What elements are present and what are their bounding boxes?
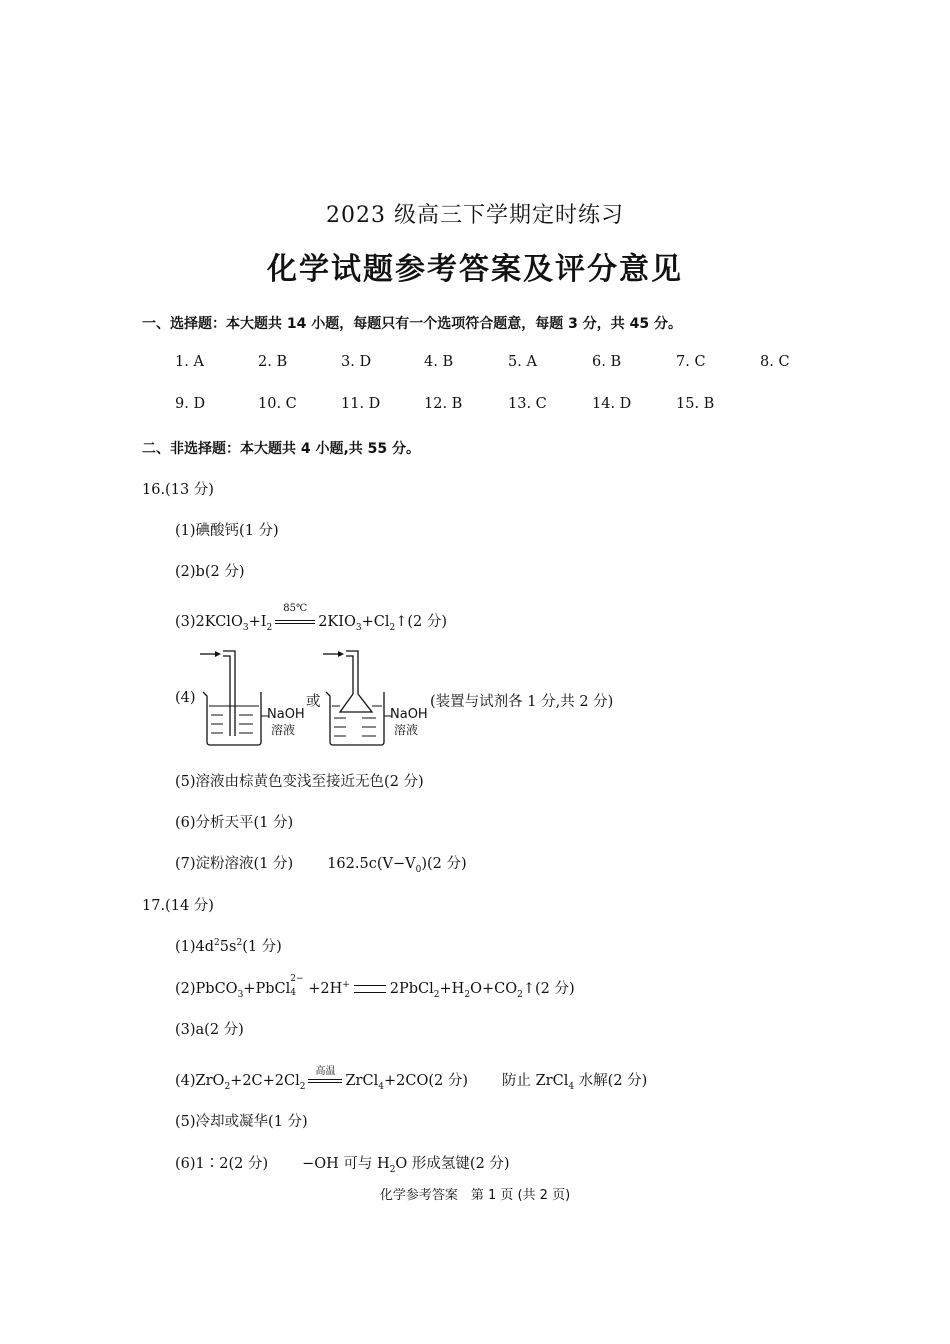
- reagent-label: 溶液: [271, 723, 296, 737]
- q16-answer-7: (7)淀粉溶液(1 分) $162.5c(V-V_0)(2$ 分): [175, 856, 467, 875]
- q16-answer-4-label: (4): [175, 690, 196, 706]
- exam-subtitle: 2023 级高三下学期定时练习: [326, 203, 624, 228]
- mc-answer: 2. B: [258, 354, 288, 370]
- mc-answer: 7. C: [676, 354, 706, 370]
- mc-answer: 11. D: [341, 396, 381, 412]
- q16-answer-2: (2)b(2 分): [175, 564, 245, 580]
- q16-answer-4-note: (装置与试剂各 1 分,共 2 分): [430, 694, 614, 710]
- mc-answer: 13. C: [508, 396, 547, 412]
- mc-answer: 5. A: [508, 354, 537, 370]
- q16-answer-4-or: 或: [306, 694, 321, 710]
- q16-answer-1: (1)碘酸钙(1 分): [175, 523, 279, 539]
- q17-answer-4: $(4)ZrO_2+2C+2Cl_2$ 高温 ZrCl$_4$+2CO(2 分) 防止 ZrCl$_4$ 水解(2 分): [175, 1066, 648, 1092]
- equals-sign: [354, 985, 386, 993]
- q16-answer-3: $(3)2KClO_3+I_2$ 85℃ $2KIO_3+Cl_2↑(2$ 分): [175, 603, 448, 633]
- mc-answer: 6. B: [592, 354, 622, 370]
- section-1-heading: 一、选择题：本大题共 14 小题，每题只有一个选项符合题意，每题 3 分，共 45 分。: [142, 316, 682, 332]
- page-footer: 化学参考答案 第 1 页 (共 2 页): [379, 1188, 571, 1203]
- q17-answer-6: (6)1∶2(2 分) −OH 可与 $H_2O$ 形成氢键(2 分): [175, 1156, 510, 1175]
- reaction-condition-arrow: 85℃: [275, 617, 315, 627]
- mc-answer: 8. C: [760, 354, 790, 370]
- q17-answer-3: (3)a(2 分): [175, 1022, 244, 1038]
- mc-answer: 10. C: [258, 396, 297, 412]
- q17-answer-2: (2)PbCO$_3$+PbCl 2− 4 +2H+ $2PbCl_2+H_2O+CO_2↑(2$ 分): [175, 974, 575, 1000]
- reagent-label: 溶液: [394, 723, 419, 737]
- q17-title: 17.(14 分): [142, 898, 214, 914]
- q16-answer-6: (6)分析天平(1 分): [175, 815, 294, 831]
- q16-answer-5: (5)溶液由棕黄色变浅至接近无色(2 分): [175, 774, 424, 790]
- mc-answer: 1. A: [175, 354, 204, 370]
- reaction-condition-arrow: 高温: [308, 1076, 342, 1086]
- beaker-diagram-funnel: [318, 646, 433, 751]
- q17-answer-1: $(1)4d^25s^2(1$ 分): [175, 938, 282, 955]
- mc-answer: 14. D: [592, 396, 632, 412]
- beaker-diagram-straight-tube: [195, 646, 310, 751]
- q17-answer-5: (5)冷却或凝华(1 分): [175, 1114, 308, 1130]
- q16-title: 16.(13 分): [142, 482, 214, 498]
- mc-answer: 4. B: [424, 354, 454, 370]
- mc-answer: 9. D: [175, 396, 206, 412]
- mc-answer: 15. B: [676, 396, 715, 412]
- mc-answer: 12. B: [424, 396, 463, 412]
- section-2-heading: 二、非选择题：本大题共 4 小题,共 55 分。: [142, 441, 421, 457]
- reagent-label: NaOH: [267, 707, 305, 722]
- page-title: 化学试题参考答案及评分意见: [267, 252, 683, 287]
- reagent-label: NaOH: [390, 707, 428, 722]
- mc-answer: 3. D: [341, 354, 372, 370]
